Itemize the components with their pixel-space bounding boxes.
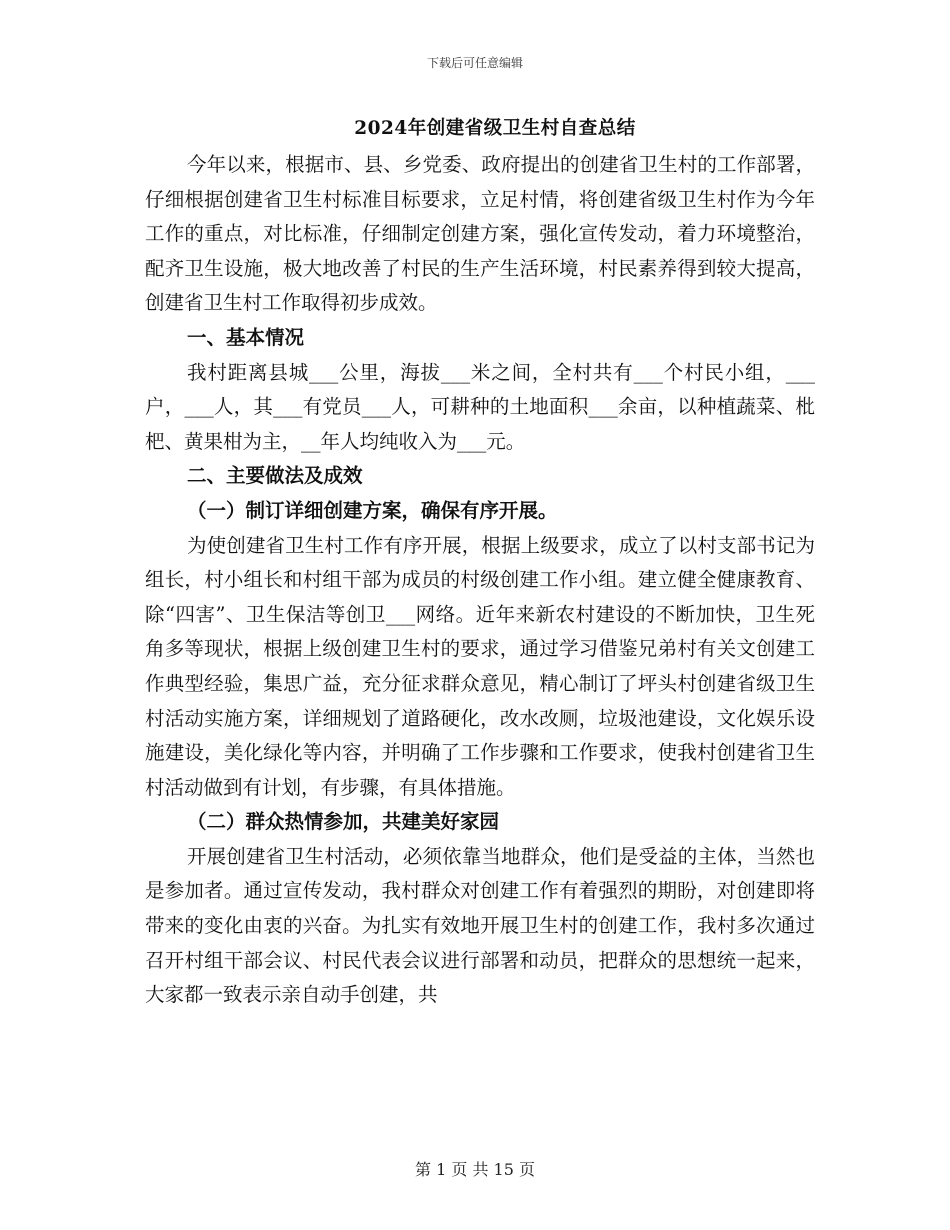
subsection-2-paragraph: 开展创建省卫生村活动，必须依靠当地群众，他们是受益的主体，当然也是参加者。通过宣传发动，我村群众对创建工作有着强烈的期盼，对创建即将带来的变化由衷的兴奋。为扎实有效地开展卫生村的创建工作，我村多次通过召开村组干部会议、村民代表会议进行部署和动员，把群众的思想统一起来，大家都一致表示亲自动手创建，共 bbox=[145, 844, 815, 1007]
section-heading-measures: 二、主要做法及成效 bbox=[187, 464, 363, 488]
subsection-heading-1: （一）制订详细创建方案，确保有序开展。 bbox=[187, 498, 558, 522]
intro-paragraph: 今年以来，根据市、县、乡党委、政府提出的创建省卫生村的工作部署，仔细根据创建省卫生村标准目标要求，立足村情，将创建省级卫生村作为今年工作的重点，对比标准，仔细制定创建方案，强化宣传发动，着力环境整治，配齐卫生设施，极大地改善了村民的生产生活环境，村民素养得到较大提高，创建省卫生村工作取得初步成效。 bbox=[145, 153, 815, 315]
subsection-heading-2: （二）群众热情参加，共建美好家园 bbox=[187, 810, 500, 834]
header-note: 下载后可任意编辑 bbox=[426, 56, 523, 70]
document-title: 2024年创建省级卫生村自查总结 bbox=[354, 118, 636, 139]
basic-info-paragraph: 我村距离县城___公里，海拔___米之间，全村共有___个村民小组，___户，___人，其___有党员___人，可耕种的土地面积___余亩，以种植蔬菜、枇杷、黄果柑为主，__年人均纯收入为___元。 bbox=[145, 360, 815, 453]
section-heading-basic: 一、基本情况 bbox=[187, 325, 305, 349]
page-footer: 第 1 页 共 15 页 bbox=[415, 1160, 535, 1179]
document-body bbox=[145, 148, 815, 1013]
subsection-1-paragraph: 为使创建省卫生村工作有序开展，根据上级要求，成立了以村支部书记为组长，村小组长和村组干部为成员的村级创建工作小组。建立健全健康教育、除“四害”、卫生保洁等创卫___网络。近年来新农村建设的不断加快，卫生死角多等现状，根据上级创建卫生村的要求，通过学习借鉴兄弟村有关文创建工作典型经验，集思广益，充分征求群众意见，精心制订了坪头村创建省级卫生村活动实施方案，详细规划了道路硬化，改水改厕，垃圾池建设，文化娱乐设施建设，美化绿化等内容，并明确了工作步骤和工作要求，使我村创建省卫生村活动做到有计划，有步骤，有具体措施。 bbox=[145, 533, 815, 799]
